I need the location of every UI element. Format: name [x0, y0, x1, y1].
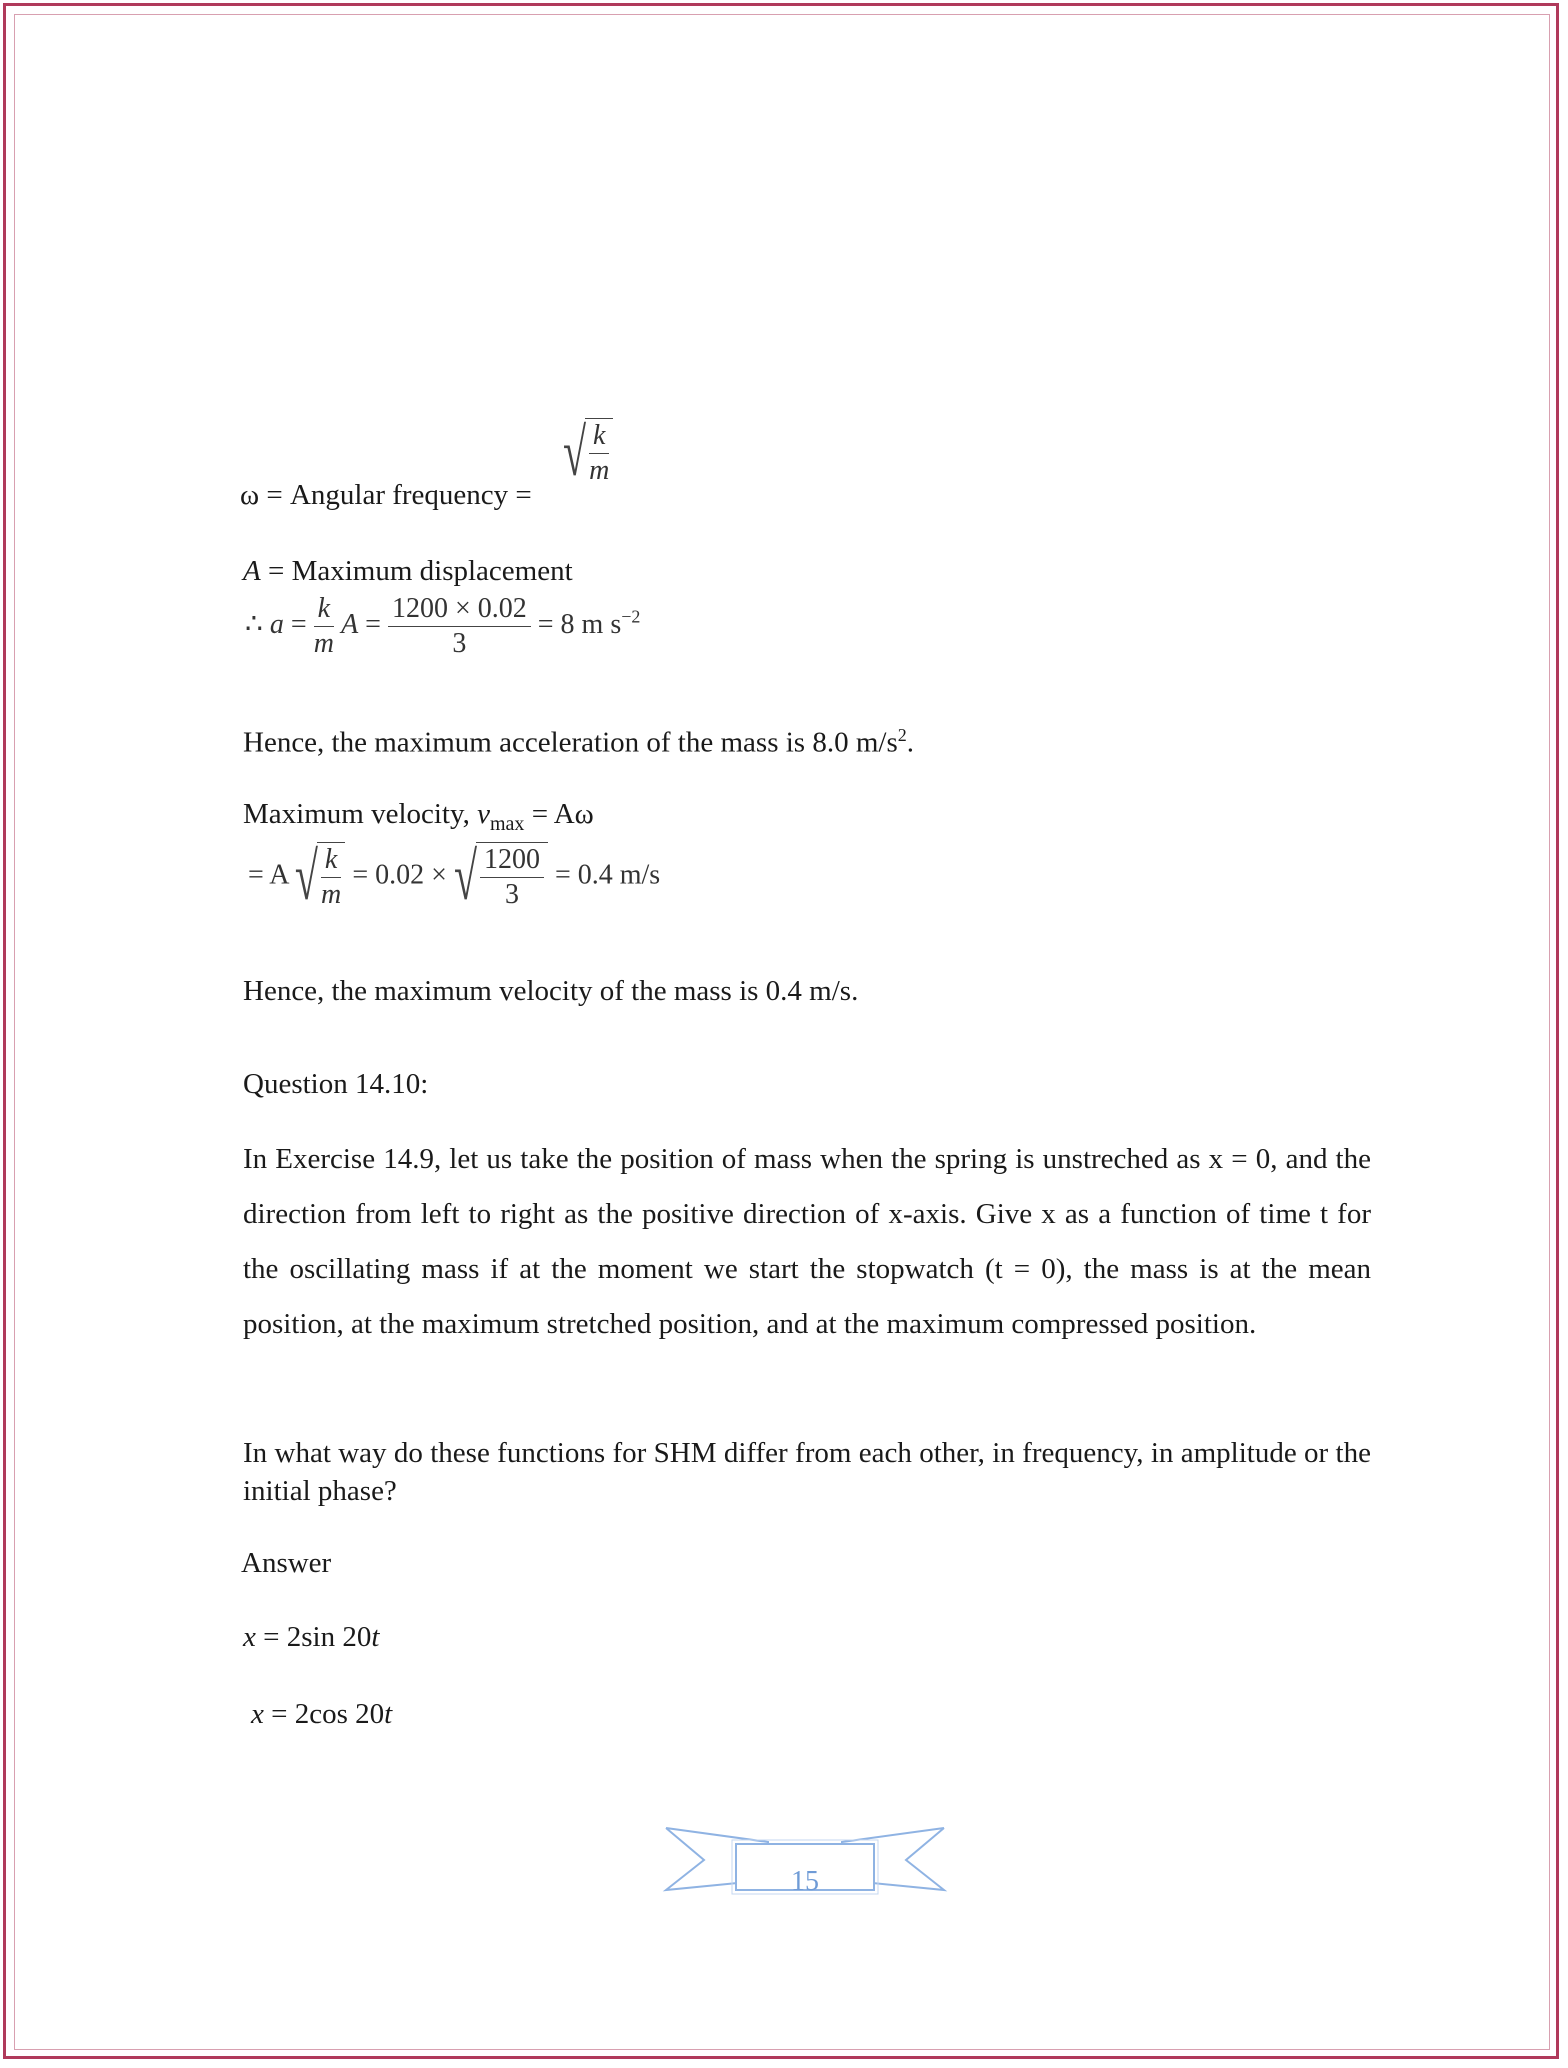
accel-eq2: = [365, 608, 381, 640]
accel-exponent: −2 [621, 606, 641, 627]
velocity-sub: max [490, 812, 525, 835]
accel-m: m [313, 628, 334, 659]
therefore-symbol: ∴ [245, 608, 263, 640]
ans2-x: x [251, 1698, 264, 1730]
answer-label: Answer [241, 1547, 332, 1579]
vel-m: m [321, 879, 342, 910]
omega-text: ω = Angular frequency = [240, 479, 532, 511]
accel-conclusion-text: Hence, the maximum acceleration of the mass is 8.0 m/s [243, 726, 898, 759]
accel-conclusion-sup: 2 [897, 725, 907, 745]
ans1-x: x [243, 1621, 256, 1653]
accel-numerator: 1200 × 0.02 [388, 592, 531, 627]
amp-text: = Maximum displacement [267, 555, 573, 587]
amp-symbol: A [243, 555, 261, 587]
accel-result: = 8 m s [537, 608, 622, 640]
vel-eqA: = A [248, 859, 288, 891]
accel-eq: = [290, 608, 307, 640]
acceleration-conclusion [243, 718, 914, 760]
question-body: In Exercise 14.9, let us take the position of mass when the spring is unstreched as x = 0, and the direction from left to right as the positive direction of x-axis. Give x as a function of time t for the oscillating mass if at the moment we start the stopwatch (t = 0), the mass is at the mean position, at the maximum stretched position, and at the maximum compressed position. [243, 1143, 1371, 1340]
accel-k: k [317, 593, 331, 624]
ans2-t: t [384, 1698, 393, 1730]
answer-equation-1 [243, 1620, 379, 1654]
accel-A: A [341, 608, 359, 640]
vel-result: = 0.4 m/s [554, 859, 661, 891]
page-border-inner [14, 14, 1550, 2050]
question-title: Question 14.10: [243, 1068, 429, 1100]
question-followup: In what way do these functions for SHM differ from each other, in frequency, in amplitude or the initial phase? [243, 1437, 1371, 1507]
page-number: 15 [791, 1866, 819, 1897]
velocity-label-text: Maximum velocity, [243, 798, 470, 830]
vel-denominator: 3 [504, 879, 519, 910]
ans1-rest: = 2sin 20 [263, 1621, 372, 1653]
velocity-label [243, 797, 594, 841]
omega-definition [240, 478, 532, 512]
acceleration-equation [245, 592, 640, 672]
omega-sqrt: √ $\frac{k}{m}$ [563, 418, 613, 488]
velocity-eq: = Aω [531, 798, 594, 830]
accel-a: a [269, 608, 284, 640]
velocity-equation: = A √ $\frac{k}{m}$ = 0.02 × √ $\frac{1200}{3}$ = 0.4 m/s [248, 841, 661, 916]
vel-numerator: 1200 [480, 843, 544, 878]
accel-conclusion-end: . [906, 726, 914, 759]
vel-k: k [324, 844, 338, 875]
ans2-rest: = 2cos 20 [271, 1698, 385, 1730]
accel-denominator: 3 [452, 628, 467, 659]
vel-mid: = 0.02 × [352, 859, 447, 891]
answer-equation-2 [251, 1697, 392, 1731]
ans1-t: t [371, 1621, 380, 1653]
velocity-conclusion: Hence, the maximum velocity of the mass is 0.4 m/s. [243, 975, 859, 1007]
omega-k: k [593, 420, 606, 451]
velocity-v: v [477, 798, 490, 830]
amplitude-definition [243, 554, 573, 588]
omega-m: m [589, 455, 610, 486]
